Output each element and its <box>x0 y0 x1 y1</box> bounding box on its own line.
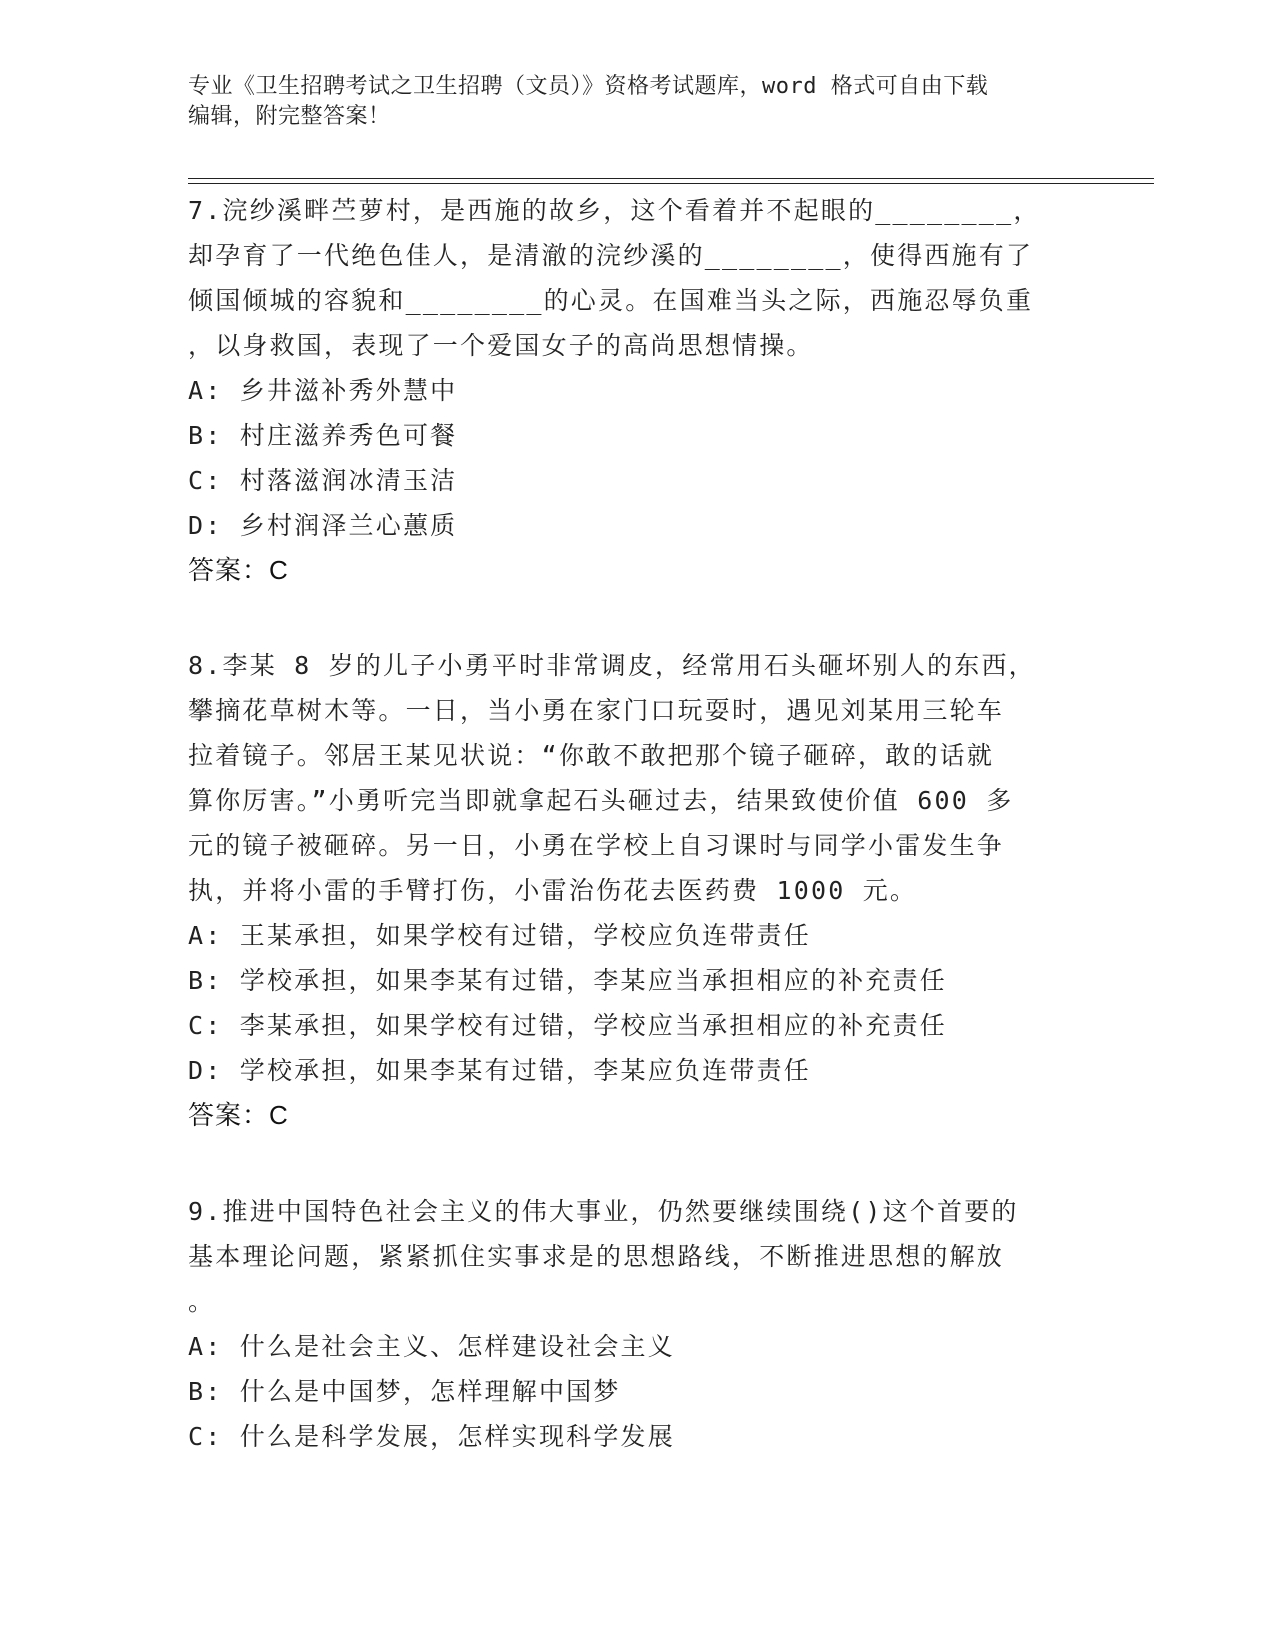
stem-line: 。 <box>188 1287 216 1316</box>
stem-line: 攀摘花草树木等。一日，当小勇在家门口玩耍时，遇见刘某用三轮车 <box>188 696 1005 725</box>
question-stem <box>188 1189 1068 1324</box>
stem-line: ，以身救国，表现了一个爱国女子的高尚思想情操。 <box>188 331 814 360</box>
option-c: C: 李某承担，如果学校有过错，学校应当承担相应的补充责任 <box>188 1011 947 1040</box>
option-c: C: 村落滋润冰清玉洁 <box>188 466 458 495</box>
option-a: A: 乡井滋补秀外慧中 <box>188 376 458 405</box>
stem-line: 元的镜子被砸碎。另一日，小勇在学校上自习课时与同学小雷发生争 <box>188 831 1005 860</box>
stem-line: 倾国倾城的容貌和________的心灵。在国难当头之际，西施忍辱负重 <box>188 286 1034 315</box>
question-9 <box>188 1189 1068 1459</box>
stem-line: 算你厉害。”小勇听完当即就拿起石头砸过去，结果致使价值 600 多 <box>188 786 1014 815</box>
page-header <box>188 72 1068 132</box>
header-line-2: 编辑，附完整答案！ <box>188 104 391 129</box>
header-line-1: 专业《卫生招聘考试之卫生招聘（文员）》资格考试题库，word 格式可自由下载 <box>188 74 989 99</box>
stem-line: 基本理论问题，紧紧抓住实事求是的思想路线，不断推进思想的解放 <box>188 1242 1005 1271</box>
option-b: B: 村庄滋养秀色可餐 <box>188 421 458 450</box>
question-7 <box>188 188 1068 593</box>
option-c: C: 什么是科学发展，怎样实现科学发展 <box>188 1422 675 1451</box>
stem-line: 却孕育了一代绝色佳人，是清澈的浣纱溪的________，使得西施有了 <box>188 241 1034 270</box>
option-b: B: 学校承担，如果李某有过错，李某应当承担相应的补充责任 <box>188 966 947 995</box>
header-divider-top <box>188 178 1154 179</box>
stem-line: 7.浣纱溪畔苎萝村，是西施的故乡，这个看着并不起眼的________， <box>188 196 1041 225</box>
option-b: B: 什么是中国梦，怎样理解中国梦 <box>188 1377 621 1406</box>
stem-line: 9.推进中国特色社会主义的伟大事业，仍然要继续围绕()这个首要的 <box>188 1197 1019 1226</box>
option-a: A: 什么是社会主义、怎样建设社会主义 <box>188 1332 675 1361</box>
answer-line: 答案：C <box>188 555 289 585</box>
option-a: A: 王某承担，如果学校有过错，学校应负连带责任 <box>188 921 811 950</box>
answer-line: 答案：C <box>188 1100 289 1130</box>
stem-line: 执，并将小雷的手臂打伤，小雷治伤花去医药费 1000 元。 <box>188 876 918 905</box>
stem-line: 拉着镜子。邻居王某见状说：“你敢不敢把那个镜子砸碎，敢的话就 <box>188 741 995 770</box>
question-stem <box>188 643 1068 913</box>
header-divider-bottom <box>188 183 1154 184</box>
question-stem <box>188 188 1068 368</box>
option-d: D: 乡村润泽兰心蕙质 <box>188 511 458 540</box>
stem-line: 8.李某 8 岁的儿子小勇平时非常调皮，经常用石头砸坏别人的东西， <box>188 651 1036 680</box>
question-8 <box>188 643 1068 1138</box>
option-d: D: 学校承担，如果李某有过错，李某应负连带责任 <box>188 1056 811 1085</box>
